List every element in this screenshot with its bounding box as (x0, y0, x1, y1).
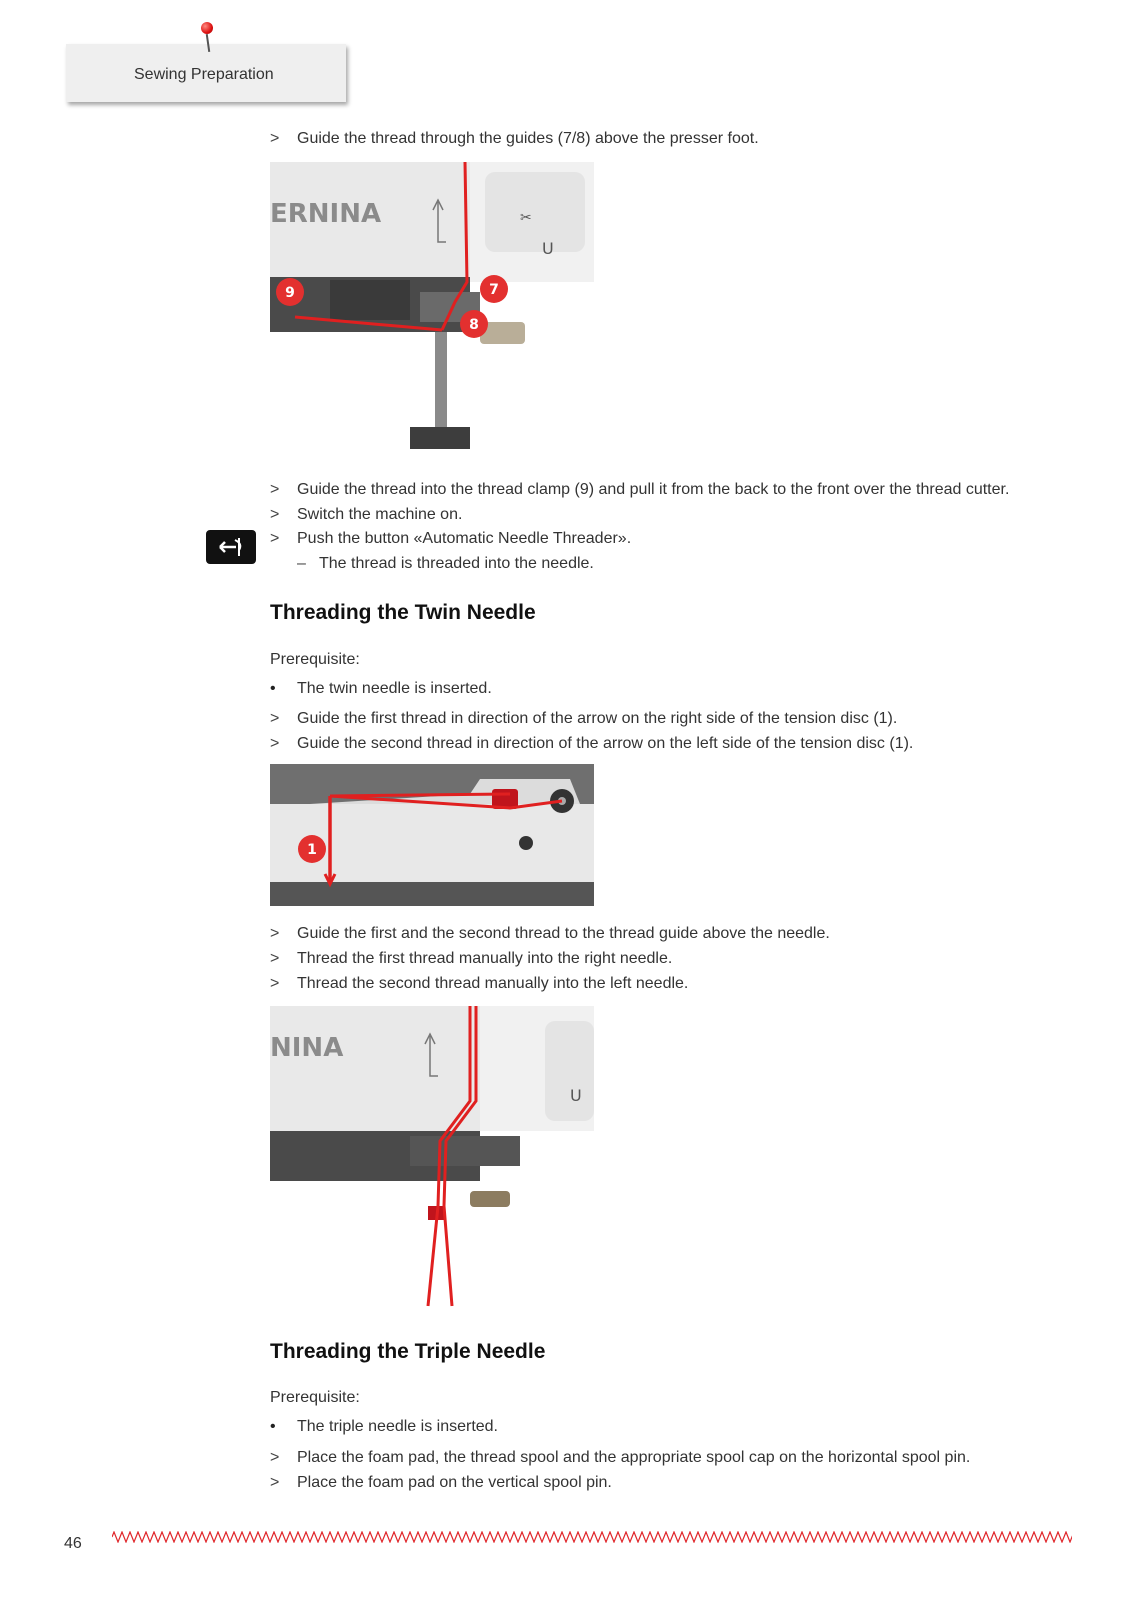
step-item: > Guide the thread into the thread clamp (9) and pull it from the back to the front over the thread cutter. (270, 481, 1010, 498)
result-item: – The thread is threaded into the needle. (297, 555, 594, 572)
step-item: > Guide the thread through the guides (7/8) above the presser foot. (270, 130, 759, 147)
pushpin-icon (201, 22, 213, 34)
callout-8-label: 8 (469, 317, 479, 333)
step-item: > Push the button «Automatic Needle Threader». (270, 530, 632, 547)
step-item: > Switch the machine on. (270, 506, 463, 523)
step-item: > Guide the second thread in direction of the arrow on the left side of the tension disc (1). (270, 735, 914, 752)
decorative-stitch-border (112, 1530, 1072, 1548)
prerequisite-item: • The twin needle is inserted. (270, 680, 492, 697)
step-item: > Place the foam pad, the thread spool and the appropriate spool cap on the horizontal spool pin. (270, 1449, 971, 1466)
callout-9-label: 9 (285, 285, 295, 301)
prerequisite-label: Prerequisite: (270, 1389, 360, 1406)
zigzag-stitch (112, 1532, 1072, 1542)
brand-logo: ERNINA (270, 199, 382, 229)
prerequisite-label: Prerequisite: (270, 651, 360, 668)
svg-text:✂: ✂ (520, 210, 532, 226)
step-item: > Guide the first thread in direction of the arrow on the right side of the tension disc (1). (270, 710, 898, 727)
brand-logo: NINA (270, 1033, 344, 1063)
callout-1-label: 1 (307, 842, 317, 858)
step-item: > Thread the second thread manually into the left needle. (270, 975, 689, 992)
step-item: > Thread the first thread manually into the right needle. (270, 950, 673, 967)
step-item: > Guide the first and the second thread to the thread guide above the needle. (270, 925, 830, 942)
tension-disc-photo (270, 764, 594, 906)
needle-threader-icon (206, 530, 256, 564)
section-title: Sewing Preparation (134, 66, 274, 83)
page-number: 46 (64, 1535, 82, 1552)
svg-text:U: U (570, 1086, 582, 1105)
callout-7-label: 7 (489, 282, 499, 298)
svg-text:U: U (542, 239, 554, 258)
step-item: > Place the foam pad on the vertical spool pin. (270, 1474, 612, 1491)
thread-guides-photo (270, 162, 594, 458)
section-heading: Threading the Twin Needle (270, 601, 536, 624)
prerequisite-item: • The triple needle is inserted. (270, 1418, 498, 1435)
section-heading: Threading the Triple Needle (270, 1340, 546, 1363)
twin-needle-photo (270, 1006, 594, 1316)
